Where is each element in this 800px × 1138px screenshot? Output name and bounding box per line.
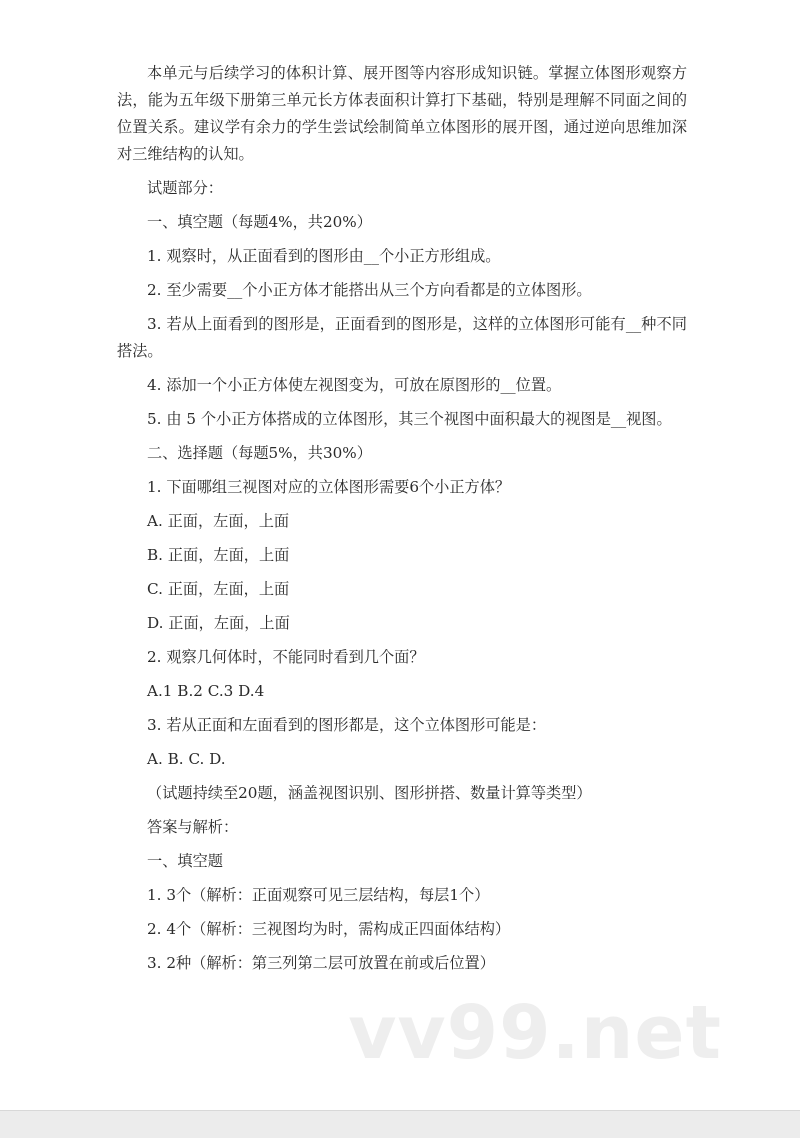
choice-q1-option-c: C. 正面，左面，上面 [147,580,290,598]
choice-q1-option-d: D. 正面，左面，上面 [147,614,290,632]
choice-question-2: 2. 观察几何体时，不能同时看到几个面？ [147,648,425,666]
intro-paragraph: 本单元与后续学习的体积计算、展开图等内容形成知识链。掌握立体图形观察方法，能为五年级下册第三单元长方体表面积计算打下基础，特别是理解不同面之间的位置关系。建议学有余力的学生尝试绘制简单立体图形的展开图，通过逆向思维加深对三维结构的认知。 [117,64,687,163]
section-label: 试题部分： [147,179,223,197]
choice-q1-option-a: A. 正面，左面，上面 [147,512,290,530]
fill-question-4: 4. 添加一个小正方体使左视图变为，可放在原图形的__位置。 [147,376,562,394]
choice-q1-option-b: B. 正面，左面，上面 [147,546,290,564]
document-body [117,60,687,977]
choice-q3-options: A. B. C. D. [147,750,226,768]
choice-heading: 二、选择题（每题5%，共30%） [147,444,372,462]
fill-question-1: 1. 观察时，从正面看到的图形由__个小正方形组成。 [147,247,501,265]
choice-q2-options: A.1 B.2 C.3 D.4 [147,682,265,700]
fill-heading: 一、填空题（每题4%，共20%） [147,213,372,231]
continuation-note: （试题持续至20题，涵盖视图识别、图形拼搭、数量计算等类型） [147,784,592,802]
site-watermark: vv99.net [348,990,722,1076]
answer-3: 3. 2种（解析：第三列第二层可放置在前或后位置） [147,954,495,972]
answers-fill-heading: 一、填空题 [147,852,223,870]
choice-question-3: 3. 若从正面和左面看到的图形都是，这个立体图形可能是： [147,716,547,734]
page-bottom-strip [0,1110,800,1138]
answer-2: 2. 4个（解析：三视图均为时，需构成正四面体结构） [147,920,511,938]
answers-heading: 答案与解析： [147,818,239,836]
fill-question-3: 3. 若从上面看到的图形是，正面看到的图形是，这样的立体图形可能有__种不同搭法。 [117,315,687,360]
fill-question-5: 5. 由 5 个小正方体搭成的立体图形，其三个视图中面积最大的视图是__视图。 [147,410,672,428]
choice-question-1: 1. 下面哪组三视图对应的立体图形需要6个小正方体？ [147,478,511,496]
fill-question-2: 2. 至少需要__个小正方体才能搭出从三个方向看都是的立体图形。 [147,281,592,299]
answer-1: 1. 3个（解析：正面观察可见三层结构，每层1个） [147,886,490,904]
